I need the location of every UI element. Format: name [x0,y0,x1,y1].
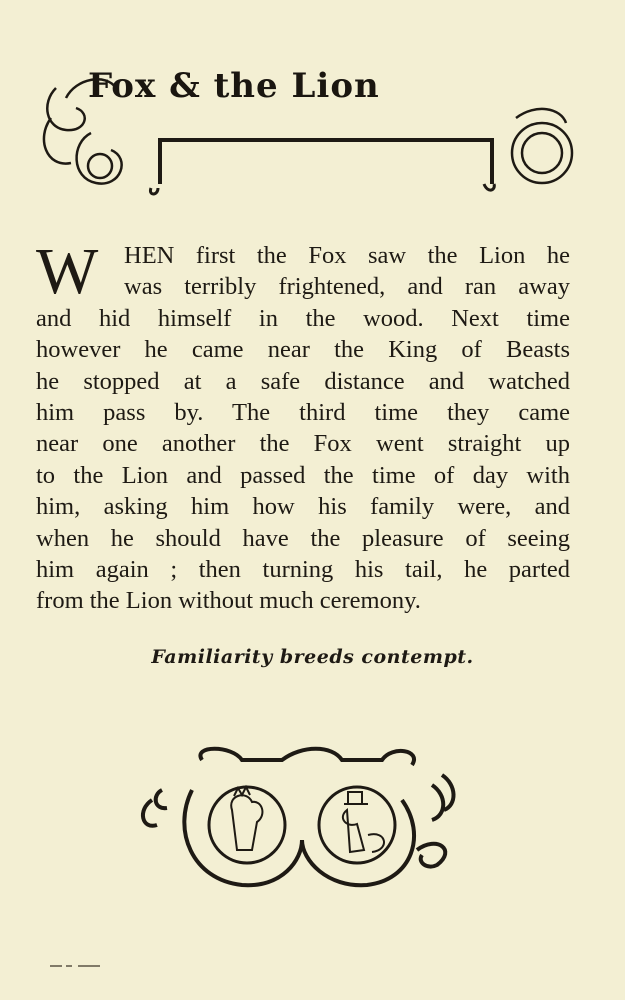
title-bracket [150,140,494,194]
text-line: he stopped at a safe distance and watched [36,367,570,395]
text-line: him pass by. The third time they came [36,398,570,426]
story-title: Fox & the Lion [88,66,380,106]
text-line: to the Lion and passed the time of day with [36,461,570,489]
moral: Familiarity breeds contempt. [151,646,474,668]
text-line: and hid himself in the wood. Next time [36,304,570,332]
text-line: him again ; then turning his tail, he parted [36,555,570,583]
text-line: near one another the Fox went straight up [36,430,570,458]
footer-mark [50,962,110,970]
text-line: was terribly frightened, and ran away [124,273,570,301]
lion-medallion-icon [512,109,572,183]
lion-figure-icon [231,787,262,850]
text-line: however he came near the King of Beasts [36,336,570,364]
text-line: him, asking him how his family were, and [36,493,570,521]
story-body [36,235,570,617]
drop-cap: W [36,235,99,308]
fox-figure-icon [343,792,384,852]
text-line: when he should have the pleasure of seeing [36,524,570,552]
text-line: from the Lion without much ceremony. [36,587,421,615]
tailpiece-ornament [132,740,472,900]
text-line: HEN first the Fox saw the Lion he [124,242,570,269]
